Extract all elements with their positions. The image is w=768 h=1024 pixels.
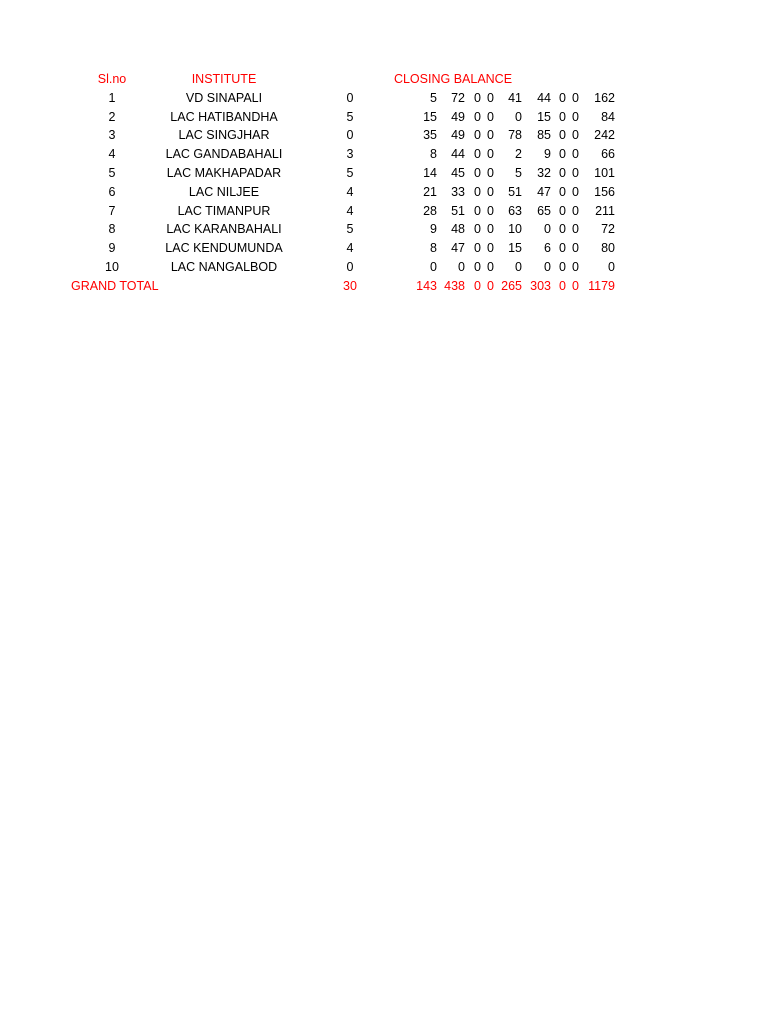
institute-name-cell: LAC MAKHAPADAR xyxy=(166,165,282,180)
value-cell: 0 xyxy=(515,109,522,124)
value-cell: 0 xyxy=(572,128,579,143)
value-cell: 0 xyxy=(544,222,551,237)
value-cell: 162 xyxy=(594,90,615,105)
value-cell: 51 xyxy=(451,203,465,218)
value-cell: 0 xyxy=(608,259,615,274)
institute-name-cell: LAC NILJEE xyxy=(188,184,260,199)
value-cell: 41 xyxy=(508,90,522,105)
value-cell: 44 xyxy=(537,90,551,105)
total-cell: 143 xyxy=(416,278,437,293)
value-cell: 5 xyxy=(430,90,437,105)
table-row xyxy=(0,126,768,145)
value-cell: 0 xyxy=(487,203,494,218)
total-cell: 0 xyxy=(487,278,494,293)
value-cell: 8 xyxy=(430,241,437,256)
value-cell: 0 xyxy=(559,109,566,124)
value-cell: 51 xyxy=(508,184,522,199)
value-cell: 0 xyxy=(474,184,481,199)
value-cell: 78 xyxy=(508,128,522,143)
value-cell: 0 xyxy=(559,147,566,162)
value-cell: 47 xyxy=(537,184,551,199)
value-cell: 0 xyxy=(559,128,566,143)
value-cell: 3 xyxy=(346,147,354,162)
value-cell: 0 xyxy=(559,241,566,256)
table-row xyxy=(0,220,768,239)
value-cell: 0 xyxy=(474,259,481,274)
value-cell: 47 xyxy=(451,241,465,256)
value-cell: 0 xyxy=(572,203,579,218)
total-cell: 438 xyxy=(444,278,465,293)
value-cell: 156 xyxy=(594,184,615,199)
sl-no-cell: 4 xyxy=(108,147,116,162)
value-cell: 80 xyxy=(601,241,615,256)
value-cell: 0 xyxy=(474,241,481,256)
institute-name-cell: LAC GANDABAHALI xyxy=(165,147,283,162)
sl-no-cell: 6 xyxy=(108,184,116,199)
total-cell: 303 xyxy=(530,278,551,293)
value-cell: 0 xyxy=(559,203,566,218)
sl-no-cell: 2 xyxy=(108,109,116,124)
value-cell: 5 xyxy=(515,165,522,180)
grand-total-row xyxy=(0,277,768,296)
value-cell: 0 xyxy=(474,90,481,105)
value-cell: 5 xyxy=(346,222,354,237)
value-cell: 2 xyxy=(515,147,522,162)
total-cell: 0 xyxy=(559,278,566,293)
value-cell: 4 xyxy=(346,203,354,218)
value-cell: 0 xyxy=(474,203,481,218)
sl-no-cell: 5 xyxy=(108,165,116,180)
value-cell: 15 xyxy=(423,109,437,124)
value-cell: 0 xyxy=(487,128,494,143)
value-cell: 211 xyxy=(595,203,615,218)
value-cell: 32 xyxy=(537,165,551,180)
value-cell: 72 xyxy=(601,222,615,237)
total-cell: 1179 xyxy=(588,278,615,293)
table-row xyxy=(0,145,768,164)
value-cell: 14 xyxy=(423,165,437,180)
value-cell: 0 xyxy=(572,184,579,199)
value-cell: 28 xyxy=(423,203,437,218)
value-cell: 0 xyxy=(474,128,481,143)
value-cell: 0 xyxy=(487,241,494,256)
total-cell: 265 xyxy=(501,278,522,293)
value-cell: 0 xyxy=(487,165,494,180)
value-cell: 35 xyxy=(423,128,437,143)
institute-name-cell: LAC TIMANPUR xyxy=(177,203,271,218)
total-cell: 0 xyxy=(572,278,579,293)
table-row xyxy=(0,164,768,183)
value-cell: 4 xyxy=(346,184,354,199)
header-institute: INSTITUTE xyxy=(191,72,257,86)
value-cell: 0 xyxy=(559,222,566,237)
value-cell: 5 xyxy=(346,109,354,124)
value-cell: 0 xyxy=(559,90,566,105)
value-cell: 0 xyxy=(487,109,494,124)
value-cell: 0 xyxy=(572,90,579,105)
table-row xyxy=(0,183,768,202)
total-cell: 30 xyxy=(343,278,357,293)
institute-name-cell: LAC HATIBANDHA xyxy=(170,109,278,124)
value-cell: 101 xyxy=(594,165,615,180)
table-row xyxy=(0,258,768,277)
value-cell: 85 xyxy=(537,128,551,143)
value-cell: 0 xyxy=(572,109,579,124)
value-cell: 0 xyxy=(559,184,566,199)
value-cell: 0 xyxy=(572,147,579,162)
value-cell: 0 xyxy=(572,222,579,237)
data-rows xyxy=(0,89,768,277)
value-cell: 9 xyxy=(544,147,551,162)
value-cell: 8 xyxy=(430,147,437,162)
table-row xyxy=(0,239,768,258)
value-cell: 0 xyxy=(346,259,354,274)
value-cell: 84 xyxy=(601,109,615,124)
institute-name-cell: VD SINAPALI xyxy=(185,90,263,105)
value-cell: 9 xyxy=(430,222,437,237)
value-cell: 0 xyxy=(487,184,494,199)
value-cell: 63 xyxy=(508,203,522,218)
value-cell: 15 xyxy=(537,109,551,124)
institute-name-cell: LAC KARANBAHALI xyxy=(166,222,282,237)
total-cell: 0 xyxy=(474,278,481,293)
value-cell: 0 xyxy=(559,259,566,274)
sl-no-cell: 8 xyxy=(108,222,116,237)
value-cell: 33 xyxy=(451,184,465,199)
sl-no-cell: 7 xyxy=(108,203,116,218)
value-cell: 0 xyxy=(487,259,494,274)
header-closing-balance: CLOSING BALANCE xyxy=(393,72,513,86)
value-cell: 0 xyxy=(572,241,579,256)
value-cell: 10 xyxy=(508,222,522,237)
value-cell: 0 xyxy=(474,109,481,124)
sl-no-cell: 1 xyxy=(108,90,116,105)
value-cell: 0 xyxy=(346,128,354,143)
value-cell: 0 xyxy=(474,147,481,162)
value-cell: 0 xyxy=(430,259,437,274)
value-cell: 15 xyxy=(508,241,522,256)
table-row xyxy=(0,202,768,221)
header-row xyxy=(0,70,768,89)
value-cell: 0 xyxy=(474,165,481,180)
value-cell: 6 xyxy=(544,241,551,256)
value-cell: 66 xyxy=(601,147,615,162)
value-cell: 0 xyxy=(544,259,551,274)
value-cell: 5 xyxy=(346,165,354,180)
grand-total-label: GRAND TOTAL xyxy=(71,278,159,293)
value-cell: 4 xyxy=(346,241,354,256)
value-cell: 0 xyxy=(515,259,522,274)
institute-name-cell: LAC KENDUMUNDA xyxy=(165,241,283,256)
value-cell: 44 xyxy=(451,147,465,162)
value-cell: 0 xyxy=(572,165,579,180)
value-cell: 0 xyxy=(458,259,465,274)
value-cell: 0 xyxy=(559,165,566,180)
balance-sheet xyxy=(0,70,768,296)
value-cell: 0 xyxy=(474,222,481,237)
value-cell: 0 xyxy=(487,222,494,237)
value-cell: 0 xyxy=(487,90,494,105)
sl-no-cell: 9 xyxy=(108,241,116,256)
value-cell: 65 xyxy=(537,203,551,218)
institute-name-cell: LAC NANGALBOD xyxy=(170,259,278,274)
table-row xyxy=(0,89,768,108)
sl-no-cell: 3 xyxy=(108,128,116,143)
value-cell: 45 xyxy=(451,165,465,180)
value-cell: 49 xyxy=(451,128,465,143)
value-cell: 21 xyxy=(423,184,437,199)
header-sl-no: Sl.no xyxy=(97,72,127,86)
value-cell: 48 xyxy=(451,222,465,237)
value-cell: 0 xyxy=(572,259,579,274)
value-cell: 0 xyxy=(346,90,354,105)
sl-no-cell: 10 xyxy=(105,259,119,274)
table-row xyxy=(0,108,768,127)
institute-name-cell: LAC SINGJHAR xyxy=(178,128,270,143)
value-cell: 49 xyxy=(451,109,465,124)
value-cell: 72 xyxy=(451,90,465,105)
value-cell: 0 xyxy=(487,147,494,162)
value-cell: 242 xyxy=(594,128,615,143)
